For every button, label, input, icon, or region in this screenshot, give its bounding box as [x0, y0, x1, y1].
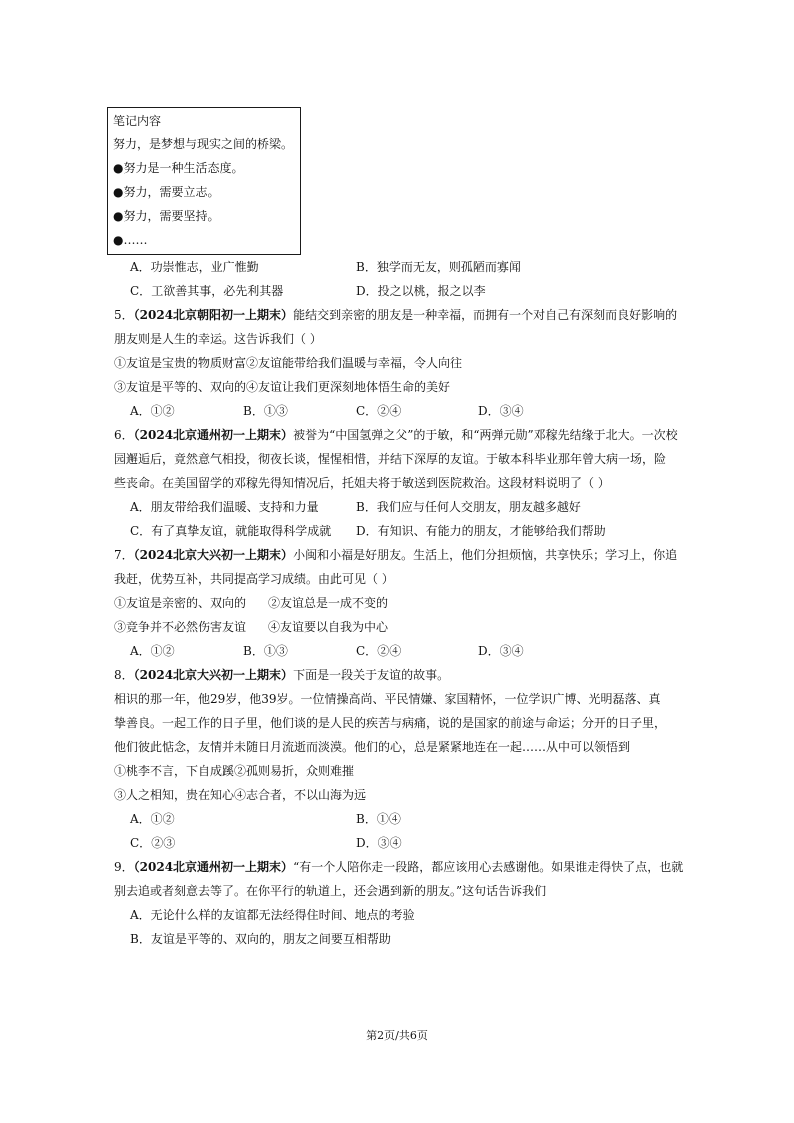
q8-statement: ③人之相知，贵在知心④志合者，不以山海为远 — [114, 788, 367, 802]
q5-option-a: A．①② — [130, 404, 175, 418]
q5-statement: ③友谊是平等的、双向的④友谊让我们更深刻地体悟生命的美好 — [114, 380, 451, 394]
q7-statement: ④友谊要以自我为中心 — [268, 620, 389, 634]
q6-option-d: D．有知识、有能力的朋友，才能够给我们帮助 — [356, 524, 606, 538]
q4-option-d: D．投之以桃，报之以李 — [356, 284, 486, 298]
q7-option-c: C．②④ — [356, 644, 402, 658]
q6-stem-line: 园邂逅后，竟然意气相投，彻夜长谈，惺惺相惜，并结下深厚的友谊。于敏本科毕业那年曾大病一场，险 — [114, 452, 667, 466]
q4-option-a: A．功崇惟志，业广惟勤 — [130, 260, 259, 274]
q5-option-d: D．③④ — [478, 404, 524, 418]
q8-stem-line: 8．（2024北京大兴初一上期末）下面是一段关于友谊的故事。 — [114, 668, 450, 682]
q7-statement: ②友谊总是一成不变的 — [268, 596, 389, 610]
q8-passage-line: 挚善良。一起工作的日子里，他们谈的是人民的疾苦与病痛，说的是国家的前途与命运；分开的日子里， — [114, 716, 667, 730]
q9-stem-line: 别去追或者刻意去等了。在你平行的轨道上，还会遇到新的朋友。”这句话告诉我们 — [114, 884, 547, 898]
q4-option-b: B．独学而无友，则孤陋而寡闻 — [356, 260, 521, 274]
note-box — [107, 107, 301, 255]
q8-passage-line: 相识的那一年，他29岁，他39岁。一位情操高尚、平民情嫌、家国精怀，一位学识广博、光明磊落、真 — [114, 692, 661, 706]
note-title: 笔记内容 — [113, 114, 162, 128]
q7-stem-line: 我赶，优势互补，共同提高学习成绩。由此可见（ ） — [114, 572, 394, 586]
q7-statement: ③竞争并不必然伤害友谊 — [114, 620, 247, 634]
q8-statement: ①桃李不言，下自成蹊②孤则易折，众则难摧 — [114, 764, 355, 778]
q8-option-d: D．③④ — [356, 836, 402, 850]
note-bullet: ●…… — [113, 233, 148, 247]
q5-stem-line: 朋友则是人生的幸运。这告诉我们（ ） — [114, 332, 322, 346]
q7-stem-line: 7．（2024北京大兴初一上期末）小闽和小福是好朋友。生活上，他们分担烦恼，共享快乐；学习上，你追 — [114, 548, 678, 562]
q8-option-b: B．①④ — [356, 812, 401, 826]
q9-stem-line: 9．（2024北京通州初一上期末）“有一个人陪你走一段路，都应该用心去感谢他。如果谁走得快了点，也就 — [114, 860, 684, 874]
q8-option-c: C．②③ — [130, 836, 176, 850]
q5-option-c: C．②④ — [356, 404, 402, 418]
q9-option-b: B．友谊是平等的、双向的，朋友之间要互相帮助 — [130, 932, 391, 946]
q6-stem-line: 6．（2024北京通州初一上期末）被誉为“中国氢弹之父”的于敏，和“两弹元勋”邓稼先结缘于北大。一次校 — [114, 428, 678, 442]
q6-option-c: C．有了真挚友谊，就能取得科学成就 — [130, 524, 332, 538]
q5-stem-line: 5．（2024北京朝阳初一上期末）能结交到亲密的朋友是一种幸福，而拥有一个对自己有深刻而良好影响的 — [114, 308, 678, 322]
note-bullet: ●努力是一种生活态度。 — [113, 161, 244, 175]
q5-statement: ①友谊是宝贵的物质财富②友谊能带给我们温暖与幸福，令人向往 — [114, 356, 463, 370]
q7-option-b: B．①③ — [243, 644, 288, 658]
q4-option-c: C．工欲善其事，必先利其器 — [130, 284, 284, 298]
q8-passage-line: 他们彼此惦念，友情并未随日月流逝而淡漠。他们的心，总是紧紧地连在一起……从中可以领悟到 — [114, 740, 631, 754]
q8-option-a: A．①② — [130, 812, 175, 826]
q9-option-a: A．无论什么样的友谊都无法经得住时间、地点的考验 — [130, 908, 415, 922]
note-intro: 努力，是梦想与现实之间的桥梁。 — [113, 137, 294, 151]
q7-option-a: A．①② — [130, 644, 175, 658]
q7-option-d: D．③④ — [478, 644, 524, 658]
note-bullet: ●努力，需要坚持。 — [113, 209, 220, 223]
q7-statement: ①友谊是亲密的、双向的 — [114, 596, 247, 610]
q6-option-b: B．我们应与任何人交朋友，朋友越多越好 — [356, 500, 581, 514]
q6-option-a: A．朋友带给我们温暖、支持和力量 — [130, 500, 319, 514]
q5-option-b: B．①③ — [243, 404, 288, 418]
note-bullet: ●努力，需要立志。 — [113, 185, 220, 199]
page-footer: 第2页/共6页 — [366, 1029, 428, 1042]
q6-stem-line: 些丧命。在美国留学的邓稼先得知情况后，托姐夫将于敏送到医院救治。这段材料说明了（ ） — [114, 476, 610, 490]
